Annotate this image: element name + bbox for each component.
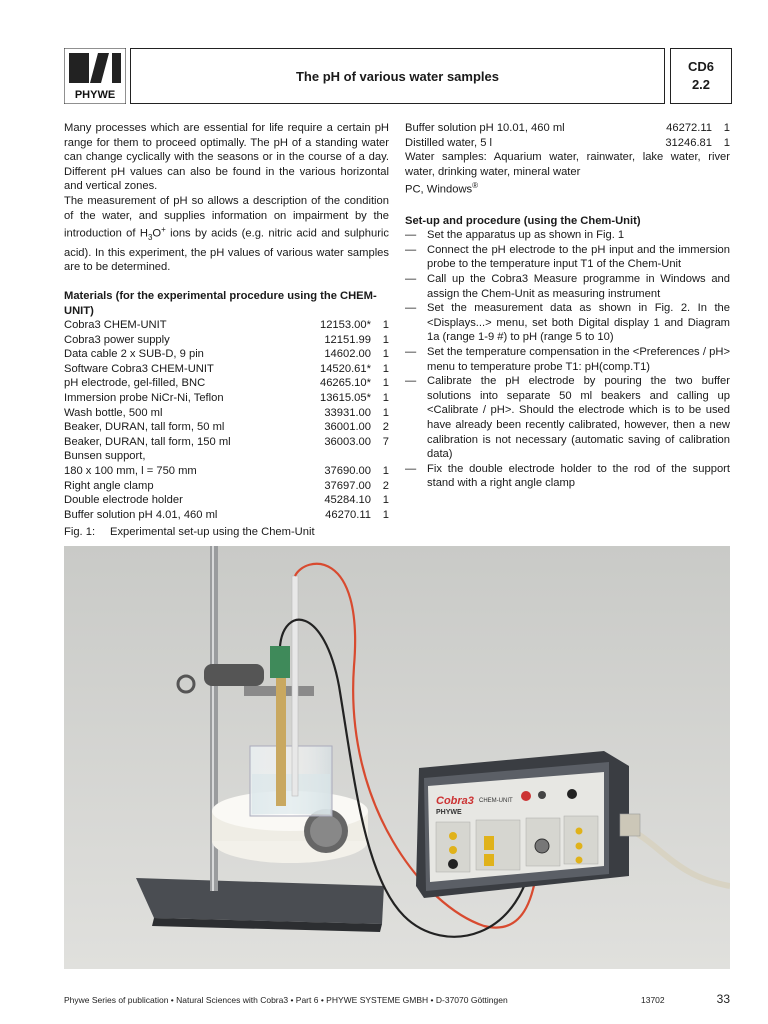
right-angle-clamp bbox=[204, 664, 264, 686]
material-quantity: 1 bbox=[382, 348, 389, 361]
material-quantity: 1 bbox=[382, 333, 389, 346]
material-name: Double electrode holder bbox=[64, 494, 183, 507]
material-order-number bbox=[305, 449, 375, 464]
material-name: Right angle clamp bbox=[64, 479, 154, 492]
material-quantity: 2 bbox=[382, 479, 389, 492]
device-model: CHEM-UNIT bbox=[479, 798, 513, 804]
material-row bbox=[64, 420, 389, 435]
material-quantity: 1 bbox=[723, 122, 730, 134]
material-quantity: 1 bbox=[382, 319, 389, 332]
material-quantity: 1 bbox=[382, 406, 389, 419]
experiment-code-box bbox=[670, 48, 732, 104]
material-row bbox=[64, 435, 389, 450]
step-dash: — bbox=[405, 302, 417, 315]
material-order-number: 45284.10 bbox=[324, 494, 371, 507]
immersion-probe bbox=[292, 576, 298, 796]
material-order-number: 46270.11 bbox=[325, 508, 371, 521]
step-text: Set the apparatus up as shown in Fig. 1 bbox=[427, 229, 625, 242]
page-title: The pH of various water samples bbox=[295, 68, 499, 84]
material-name: Immersion probe NiCr-Ni, Teflon bbox=[64, 392, 224, 405]
procedure-step bbox=[405, 272, 730, 301]
material-name: Cobra3 power supply bbox=[64, 333, 170, 346]
material-quantity: 1 bbox=[382, 508, 389, 521]
procedure-step bbox=[405, 301, 730, 345]
material-order-number: 37690.00 bbox=[324, 465, 371, 478]
material-quantity: 1 bbox=[382, 465, 389, 478]
intro-paragraph-2: The measurement of pH so allows a description of the condition of the water, and supplies information on impairment by the introduction of $H_3O^+$ ions by acids (e.g. nitric acid and sulphuric acid). In this experiment, the pH values of various water samples are to be determined. bbox=[64, 194, 389, 274]
step-dash: — bbox=[405, 243, 417, 256]
step-dash: — bbox=[405, 229, 417, 242]
material-order-number: 33931.00 bbox=[324, 406, 371, 419]
material-name: 180 x 100 mm, l = 750 mm bbox=[64, 465, 197, 478]
material-row bbox=[64, 449, 389, 464]
material-order-number: 12153.00* bbox=[319, 319, 371, 332]
step-dash: — bbox=[405, 462, 417, 475]
material-quantity: 1 bbox=[723, 136, 730, 149]
material-order-number: 14602.00 bbox=[324, 348, 371, 361]
material-order-number: 31246.81 bbox=[665, 136, 712, 149]
figure-number: Fig. 1: bbox=[64, 526, 96, 538]
material-row bbox=[64, 391, 389, 406]
procedure-step bbox=[405, 228, 730, 243]
material-row bbox=[405, 136, 730, 151]
material-order-number: 12151.99 bbox=[324, 333, 371, 346]
step-text: Set the measurement data as shown in Fig. 2. In the <Displays...> menu, set both Digital display 1 and Diagram 1a (range 1-9 #) to pH (range 5 to 10) bbox=[427, 302, 730, 344]
material-name: Cobra3 CHEM-UNIT bbox=[64, 319, 167, 332]
material-quantity: 7 bbox=[382, 435, 389, 448]
material-quantity: 2 bbox=[382, 421, 389, 434]
material-name: Bunsen support, bbox=[64, 450, 146, 463]
material-order-number: 36001.00 bbox=[324, 421, 371, 434]
intro-paragraph-1: Many processes which are essential for life require a certain pH range for them to proceed optimally. The pH of a standing water can change cyclically with the seasons or in the course of a day. Different pH values can also be found in the various horizontal and vertical zones. bbox=[64, 122, 389, 193]
material-row bbox=[64, 318, 389, 333]
material-name: Buffer solution pH 10.01, 460 ml bbox=[405, 122, 565, 134]
step-text: Fix the double electrode holder to the rod of the support stand with a right angle clamp bbox=[427, 462, 730, 490]
footer-code: 13702 bbox=[641, 995, 665, 1005]
material-quantity bbox=[375, 449, 389, 464]
material-row bbox=[64, 333, 389, 348]
materials-list-continued bbox=[405, 121, 730, 150]
material-row bbox=[64, 406, 389, 421]
material-order-number: 37697.00 bbox=[324, 479, 371, 492]
chem-unit-device bbox=[416, 751, 629, 898]
phywe-logo bbox=[64, 48, 126, 104]
material-name: Software Cobra3 CHEM-UNIT bbox=[64, 362, 214, 375]
material-order-number: 14520.61* bbox=[319, 362, 371, 375]
figure-caption-text: Experimental set-up using the Chem-Unit bbox=[110, 526, 315, 538]
device-maker: PHYWE bbox=[436, 809, 462, 816]
material-name: Wash bottle, 500 ml bbox=[64, 406, 163, 419]
materials-list bbox=[64, 318, 389, 522]
procedure-steps bbox=[405, 228, 730, 491]
material-name: Distilled water, 5 l bbox=[405, 136, 493, 149]
material-name: Beaker, DURAN, tall form, 150 ml bbox=[64, 435, 231, 448]
material-row bbox=[64, 493, 389, 508]
material-quantity: 1 bbox=[382, 362, 389, 375]
procedure-heading: Set-up and procedure (using the Chem-Unit) bbox=[405, 214, 641, 227]
material-row bbox=[64, 347, 389, 362]
figure-caption bbox=[64, 526, 315, 538]
page-title-box bbox=[130, 48, 665, 104]
left-column bbox=[64, 121, 389, 522]
logo-text: PHYWE bbox=[74, 89, 116, 101]
procedure-step bbox=[405, 345, 730, 374]
step-dash: — bbox=[405, 273, 417, 286]
experiment-code-line2: 2.2 bbox=[691, 77, 711, 92]
step-dash: — bbox=[405, 375, 417, 388]
material-quantity: 1 bbox=[382, 494, 389, 507]
material-quantity: 1 bbox=[382, 377, 389, 390]
footer-publication: Phywe Series of publication • Natural Sciences with Cobra3 • Part 6 • PHYWE SYSTEME GMBH • D-37070 Göttingen bbox=[64, 995, 508, 1005]
device-brand: Cobra3 bbox=[436, 795, 474, 807]
material-row bbox=[64, 508, 389, 523]
water-samples: Water samples: Aquarium water, rainwater, lake water, river water, drinking water, mineral water bbox=[405, 151, 730, 178]
material-row bbox=[64, 362, 389, 377]
experiment-photo bbox=[64, 546, 730, 969]
experiment-code-line1: CD6 bbox=[687, 59, 714, 74]
material-name: pH electrode, gel-filled, BNC bbox=[64, 377, 206, 390]
material-name: Buffer solution pH 4.01, 460 ml bbox=[64, 508, 218, 521]
step-text: Connect the pH electrode to the pH input and the immersion probe to the temperature input T1 of the Chem-Unit bbox=[427, 243, 730, 271]
material-row bbox=[405, 121, 730, 136]
material-quantity: 1 bbox=[382, 392, 389, 405]
material-name: Beaker, DURAN, tall form, 50 ml bbox=[64, 421, 225, 434]
right-column bbox=[405, 121, 730, 491]
material-order-number: 46272.11 bbox=[666, 122, 712, 134]
stand-base bbox=[136, 878, 384, 924]
material-order-number: 46265.10* bbox=[319, 377, 371, 390]
material-order-number: 36003.00 bbox=[324, 435, 371, 448]
step-text: Call up the Cobra3 Measure programme in Windows and assign the Chem-Unit as measuring instrument bbox=[427, 273, 730, 300]
page-number: 33 bbox=[716, 992, 730, 1006]
material-order-number: 13615.05* bbox=[319, 392, 371, 405]
procedure-step bbox=[405, 374, 730, 462]
step-text: Calibrate the pH electrode by pouring the two buffer solutions into separate 50 ml beakers and calling up <Calibrate / pH>. Should the electrode which is to be used have already been recently calibrated, however, then a new calibration is not necessary (automatic saving of calibration data) bbox=[427, 375, 730, 461]
material-row bbox=[64, 479, 389, 494]
material-name: Data cable 2 x SUB-D, 9 pin bbox=[64, 348, 204, 361]
procedure-step bbox=[405, 462, 730, 491]
materials-heading: Materials (for the experimental procedure using the CHEM-UNIT) bbox=[64, 289, 377, 317]
step-text: Set the temperature compensation in the <Preferences / pH> menu to temperature probe T1: pH(comp.T1) bbox=[427, 346, 730, 373]
material-row bbox=[64, 464, 389, 479]
procedure-step bbox=[405, 243, 730, 272]
material-row bbox=[64, 376, 389, 391]
pc-requirement: PC, Windows® bbox=[405, 181, 479, 197]
step-dash: — bbox=[405, 346, 417, 359]
